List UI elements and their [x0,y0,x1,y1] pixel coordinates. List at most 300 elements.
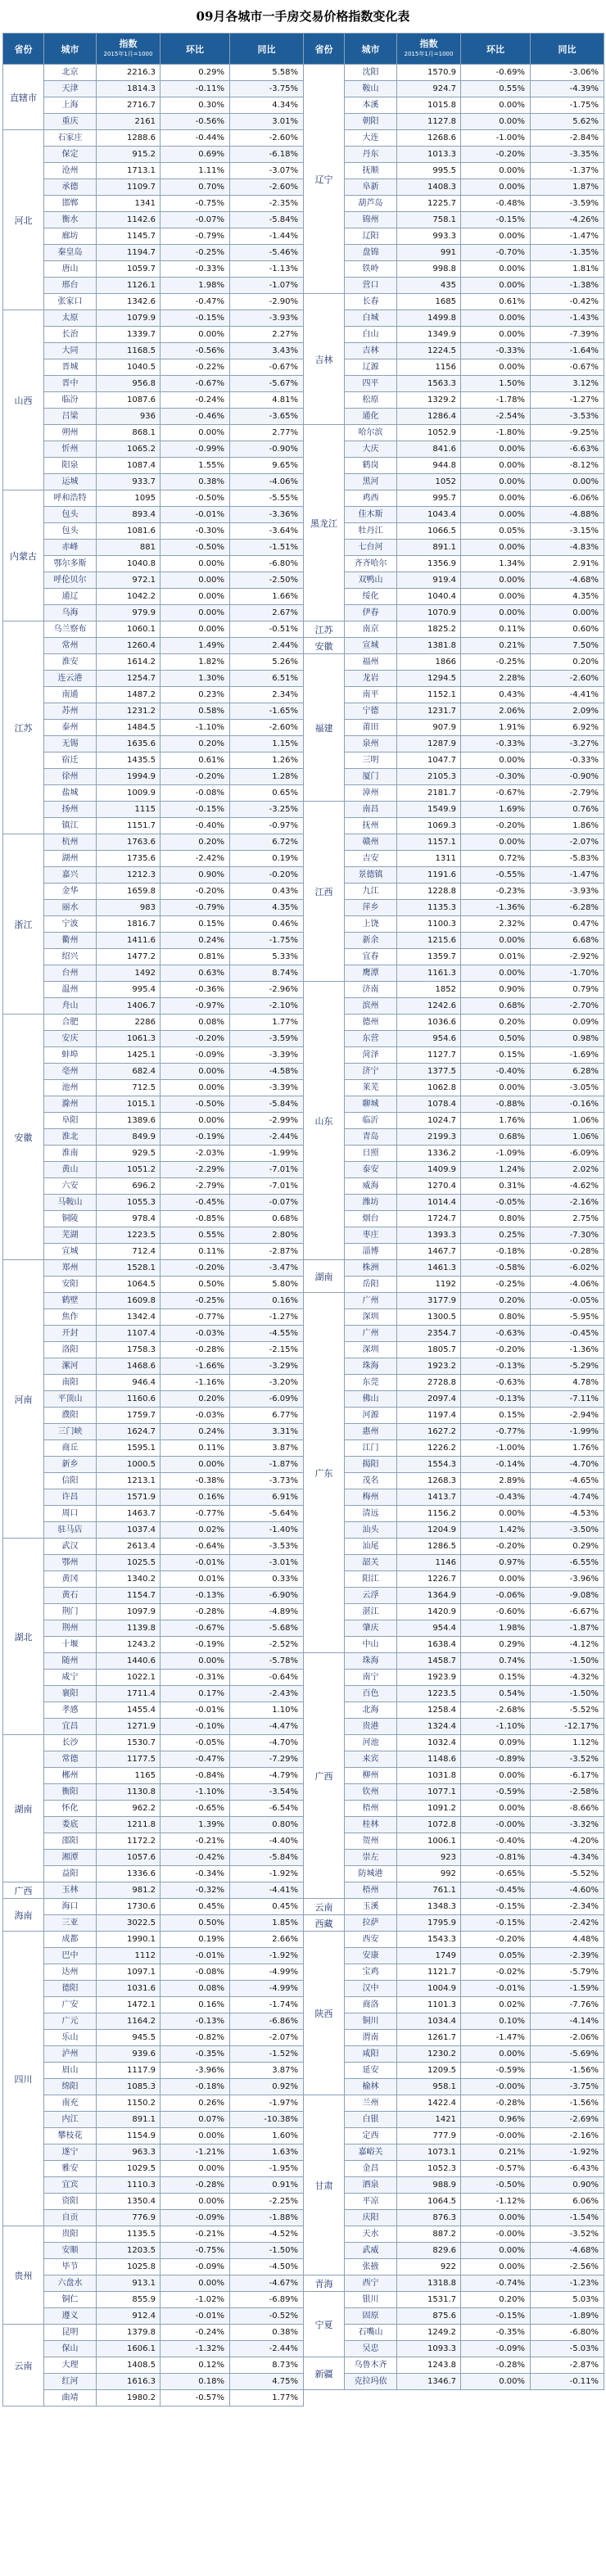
yoy-cell: -0.07% [230,1195,304,1211]
city-cell: 包头 [44,507,97,523]
yoy-cell: -2.15% [230,1342,304,1358]
mom-cell: -0.23% [461,884,531,900]
table-row [345,2161,604,2177]
index-cell: 1260.4 [97,638,161,654]
index-cell: 1042.2 [97,589,161,605]
index-cell: 1034.4 [397,2013,461,2030]
header-index-label: 指数 [119,38,138,49]
index-cell: 1091.2 [397,1801,461,1817]
mom-cell: -0.01% [161,1948,230,1964]
city-cell: 锦州 [345,212,397,228]
yoy-cell: 2.27% [230,327,304,343]
city-cell: 汉中 [345,1981,397,1997]
table-row [345,2095,604,2112]
index-cell: 1440.6 [97,1653,161,1670]
mom-cell: 0.00% [461,310,531,327]
yoy-cell: -1.56% [531,2095,604,2112]
header-province: 省份 [304,34,345,65]
mom-cell: 0.00% [161,2161,230,2177]
yoy-cell: -3.52% [531,1751,604,1768]
yoy-cell: 3.87% [230,2063,304,2079]
province-cell: 江苏 [3,621,44,834]
mom-cell: 0.00% [461,540,531,556]
city-cell: 江门 [345,1440,397,1457]
mom-cell: 0.68% [461,998,531,1015]
index-cell: 1484.5 [97,720,161,736]
yoy-cell: -1.50% [531,1686,604,1702]
table-row [44,2013,304,2030]
city-cell: 渭南 [345,2030,397,2046]
mom-cell: 0.20% [161,1391,230,1408]
city-cell: 莱芜 [345,1080,397,1096]
city-cell: 牡丹江 [345,523,397,540]
table-row [345,1096,604,1113]
yoy-cell: -3.47% [230,1260,304,1277]
index-cell: 1148.6 [397,1751,461,1768]
mom-cell: 0.00% [461,327,531,343]
city-cell: 徐州 [44,769,97,785]
yoy-cell: -1.92% [230,1948,304,1964]
index-cell: 1814.3 [97,81,161,97]
table-row [44,1719,304,1735]
city-cell: 郑州 [44,1260,97,1277]
yoy-cell: -2.90% [230,294,304,310]
table-row [345,1375,604,1391]
index-cell: 1093.3 [397,2341,461,2357]
table-row [345,2030,604,2046]
city-cell: 宿迁 [44,752,97,769]
city-cell: 安康 [345,1948,397,1964]
city-cell: 淄博 [345,1244,397,1260]
city-cell: 聊城 [345,1096,397,1113]
yoy-cell: -1.50% [531,1653,604,1670]
index-cell: 1161.3 [397,965,461,982]
index-cell: 1346.7 [397,2374,461,2390]
mom-cell: -0.00% [461,2079,531,2095]
city-cell: 石嘴山 [345,2325,397,2341]
table-row [44,1096,304,1113]
mom-cell: -0.97% [161,998,230,1015]
city-cell: 乌鲁木齐 [345,2357,397,2374]
yoy-cell: 0.91% [230,2177,304,2194]
table-row [345,2194,604,2210]
index-cell: 1230.2 [397,2046,461,2063]
city-cell: 芜湖 [44,1227,97,1244]
yoy-cell: 1.76% [531,1440,604,1457]
city-cell: 宝鸡 [345,1964,397,1981]
yoy-cell: -4.79% [230,1768,304,1784]
table-row [44,458,304,474]
province-cell: 江苏 [304,621,345,638]
index-cell: 962.2 [97,1801,161,1817]
city-cell: 湛江 [345,1604,397,1620]
index-cell: 3022.5 [97,1915,161,1932]
table-row [345,196,604,212]
mom-cell: -0.65% [161,1801,230,1817]
city-cell: 梅州 [345,1489,397,1506]
mom-cell: -1.00% [461,1440,531,1457]
city-cell: 梧州 [345,1882,397,1899]
index-cell: 1268.6 [397,130,461,147]
index-cell: 1006.1 [397,1833,461,1850]
mom-cell: 1.24% [461,1162,531,1178]
city-cell: 娄底 [44,1817,97,1833]
yoy-cell: -3.59% [531,196,604,212]
yoy-cell: -1.64% [531,343,604,359]
mom-cell: -0.09% [161,1047,230,1064]
yoy-cell: 1.10% [230,1702,304,1719]
index-cell: 1825.2 [397,621,461,638]
mom-cell: -1.21% [161,2144,230,2161]
index-cell: 1228.8 [397,884,461,900]
index-cell: 1406.7 [97,998,161,1015]
city-cell: 阳江 [345,1571,397,1588]
mom-cell: -0.47% [161,1751,230,1768]
index-cell: 1152.1 [397,687,461,703]
mom-cell: -0.45% [161,1195,230,1211]
index-cell: 1215.6 [397,933,461,949]
table-row [44,687,304,703]
index-cell: 2161 [97,114,161,130]
mom-cell: -2.29% [161,1162,230,1178]
table-row [345,1260,604,1277]
index-cell: 1032.4 [397,1735,461,1751]
mom-cell: -0.74% [461,2275,531,2292]
city-cell: 周口 [44,1506,97,1522]
city-cell: 丹东 [345,147,397,163]
yoy-cell: -1.97% [230,2095,304,2112]
yoy-cell: -1.88% [230,2210,304,2226]
index-cell: 1472.1 [97,1997,161,2013]
province-cell: 福建 [304,654,345,802]
index-cell: 1085.3 [97,2079,161,2095]
city-cell: 商丘 [44,1440,97,1457]
mom-cell: 1.55% [161,458,230,474]
index-cell: 849.9 [97,1129,161,1146]
table-row [345,1719,604,1735]
yoy-cell: 0.16% [230,1293,304,1309]
index-cell: 1112 [97,1948,161,1964]
city-cell: 承德 [44,179,97,196]
table-row [345,1031,604,1047]
yoy-cell: -5.52% [531,1866,604,1882]
table-row [345,507,604,523]
city-cell: 邯郸 [44,196,97,212]
table-row [345,2128,604,2144]
table-row [345,1653,604,1670]
yoy-cell: -3.07% [230,163,304,179]
city-cell: 舟山 [44,998,97,1015]
mom-cell: -1.80% [461,425,531,441]
table-row [345,916,604,933]
index-cell: 913.1 [97,2275,161,2292]
index-cell: 1040.5 [97,359,161,376]
index-cell: 1990.1 [97,1932,161,1948]
city-cell: 南宁 [345,1670,397,1686]
city-cell: 朔州 [44,425,97,441]
index-cell: 1492 [97,965,161,982]
mom-cell: -0.25% [461,654,531,671]
city-cell: 广州 [345,1326,397,1342]
mom-cell: 0.69% [161,147,230,163]
index-cell: 1324.4 [397,1719,461,1735]
index-cell: 1117.9 [97,2063,161,2079]
city-cell: 商洛 [345,1997,397,2013]
city-cell: 佛山 [345,1391,397,1408]
table-row [345,1735,604,1751]
yoy-cell: -3.59% [230,1031,304,1047]
city-cell: 呼伦贝尔 [44,572,97,589]
table-row [44,982,304,998]
index-cell: 1271.9 [97,1719,161,1735]
table-row [345,572,604,589]
index-cell: 1389.6 [97,1113,161,1129]
city-cell: 营口 [345,278,397,294]
mom-cell: 1.39% [161,1817,230,1833]
yoy-cell: -7.11% [531,1391,604,1408]
city-cell: 宁德 [345,703,397,720]
mom-cell: -0.25% [461,1277,531,1293]
city-cell: 深圳 [345,1342,397,1358]
city-cell: 苏州 [44,703,97,720]
table-row [345,163,604,179]
yoy-cell: -1.47% [531,228,604,245]
index-cell: 1060.1 [97,621,161,638]
city-cell: 通化 [345,409,397,425]
city-cell: 海口 [44,1899,97,1915]
index-cell: 1329.2 [397,392,461,409]
mom-cell: -0.43% [461,1489,531,1506]
table-row [44,1539,304,1555]
mom-cell: -0.38% [161,1473,230,1489]
index-cell: 1923.9 [397,1670,461,1686]
index-cell: 1408.3 [397,179,461,196]
table-row [44,2325,304,2341]
yoy-cell: -3.06% [531,65,604,81]
mom-cell: -2.54% [461,409,531,425]
city-cell: 淮南 [44,1146,97,1162]
index-cell: 1025.5 [97,1555,161,1571]
table-row [345,1522,604,1539]
table-row [345,1899,604,1915]
city-cell: 桂林 [345,1817,397,1833]
city-cell: 河池 [345,1735,397,1751]
table-row [44,1686,304,1702]
mom-cell: 0.00% [161,556,230,572]
city-cell: 温州 [44,982,97,998]
index-cell: 696.2 [97,1178,161,1195]
table-row [345,933,604,949]
table-row [44,294,304,310]
mom-cell: -1.16% [161,1375,230,1391]
yoy-cell: 0.38% [230,2325,304,2341]
table-row [44,1915,304,1932]
city-cell: 临沂 [345,1113,397,1129]
index-cell: 1549.9 [397,802,461,818]
mom-cell: -0.50% [461,2177,531,2194]
yoy-cell: -1.65% [230,703,304,720]
mom-cell: -0.30% [161,523,230,540]
city-cell: 遵义 [44,2308,97,2325]
yoy-cell: -5.64% [230,1506,304,1522]
mom-cell: -0.57% [461,2161,531,2177]
index-cell: 998.8 [397,261,461,278]
yoy-cell: -3.65% [230,409,304,425]
yoy-cell: 5.80% [230,1277,304,1293]
city-cell: 广州 [345,1293,397,1309]
mom-cell: 0.00% [461,2210,531,2226]
mom-cell: 0.07% [161,2112,230,2128]
index-cell: 1339.7 [97,327,161,343]
city-cell: 南充 [44,2095,97,2112]
table-row [44,2128,304,2144]
mom-cell: 1.91% [461,720,531,736]
table-row [44,1981,304,1997]
yoy-cell: -6.09% [531,1146,604,1162]
yoy-cell: -7.39% [531,327,604,343]
city-cell: 汕尾 [345,1539,397,1555]
city-cell: 嘉峪关 [345,2144,397,2161]
yoy-cell: -7.76% [531,1997,604,2013]
table-row [44,1932,304,1948]
yoy-cell: -4.41% [531,687,604,703]
table-row [345,1440,604,1457]
table-row [345,834,604,851]
city-cell: 秦皇岛 [44,245,97,261]
yoy-cell: 2.67% [230,605,304,621]
city-cell: 张掖 [345,2259,397,2275]
city-cell: 亳州 [44,1064,97,1080]
table-row [345,965,604,982]
table-row [44,2079,304,2095]
city-cell: 开封 [44,1326,97,1342]
index-cell: 1036.6 [397,1015,461,1031]
index-cell: 1109.7 [97,179,161,196]
yoy-cell: -4.58% [230,1064,304,1080]
yoy-cell: 5.33% [230,949,304,965]
index-cell: 1409.9 [397,1162,461,1178]
index-cell: 1348.3 [397,1899,461,1915]
mom-cell: 0.68% [461,1129,531,1146]
yoy-cell: -2.60% [531,671,604,687]
mom-cell: -0.89% [461,1751,531,1768]
city-cell: 厦门 [345,769,397,785]
city-cell: 六盘水 [44,2275,97,2292]
index-cell: 2216.3 [97,65,161,81]
mom-cell: 0.00% [461,359,531,376]
province-cell: 云南 [304,1899,345,1915]
mom-cell: -0.75% [161,2243,230,2259]
table-row [345,654,604,671]
mom-cell: -1.66% [161,1358,230,1375]
table-row [44,1801,304,1817]
index-cell: 1749 [397,1948,461,1964]
index-cell: 1336.2 [397,1146,461,1162]
city-cell: 连云港 [44,671,97,687]
yoy-cell: 0.19% [230,851,304,867]
table-row [44,654,304,671]
table-row [345,228,604,245]
index-cell: 1197.4 [397,1408,461,1424]
table-row [345,2357,604,2374]
mom-cell: -0.56% [161,343,230,359]
yoy-cell: 1.06% [531,1113,604,1129]
table-row [345,687,604,703]
city-cell: 哈尔滨 [345,425,397,441]
mom-cell: -0.00% [461,2128,531,2144]
city-cell: 雅安 [44,2161,97,2177]
index-cell: 1461.3 [397,1260,461,1277]
table-row [44,1178,304,1195]
index-cell: 1730.6 [97,1899,161,1915]
mom-cell: -1.09% [461,1146,531,1162]
yoy-cell: -4.70% [230,1735,304,1751]
mom-cell: -0.32% [161,1882,230,1899]
city-cell: 保山 [44,2341,97,2357]
mom-cell: 0.00% [161,1080,230,1096]
mom-cell: -0.50% [161,1096,230,1113]
yoy-cell: -5.52% [531,1702,604,1719]
yoy-cell: -0.90% [531,769,604,785]
yoy-cell: -1.35% [531,245,604,261]
index-cell: 1057.6 [97,1850,161,1866]
yoy-cell: -3.96% [531,1571,604,1588]
mom-cell: 0.00% [461,114,531,130]
mom-cell: -0.05% [461,1195,531,1211]
province-cell: 海南 [3,1899,44,1932]
table-row [44,1342,304,1358]
city-cell: 南平 [345,687,397,703]
index-cell: 776.9 [97,2210,161,2226]
city-cell: 濮阳 [44,1408,97,1424]
city-cell: 张家口 [44,294,97,310]
city-cell: 兰州 [345,2095,397,2112]
table-row [345,359,604,376]
mom-cell: 0.00% [461,752,531,769]
city-cell: 池州 [44,1080,97,1096]
mom-cell: 0.10% [461,2013,531,2030]
yoy-cell: -0.90% [230,441,304,458]
mom-cell: 1.34% [461,556,531,572]
city-cell: 泰州 [44,720,97,736]
table-row [345,1178,604,1195]
yoy-cell: 1.26% [230,752,304,769]
table-row [345,1751,604,1768]
yoy-cell: -1.27% [531,392,604,409]
yoy-cell: 5.62% [531,114,604,130]
index-cell: 1064.5 [397,2194,461,2210]
yoy-cell: -3.25% [230,802,304,818]
city-cell: 曲靖 [44,2390,97,2407]
index-cell: 1052.3 [397,2161,461,2177]
table-row [44,1015,304,1031]
mom-cell: -1.00% [461,130,531,147]
yoy-cell: 1.28% [230,769,304,785]
yoy-cell: -3.15% [531,523,604,540]
mom-cell: 0.00% [461,278,531,294]
city-cell: 乌海 [44,605,97,621]
mom-cell: 0.80% [461,1309,531,1326]
yoy-cell: -0.28% [531,1244,604,1260]
mom-cell: -0.60% [461,1604,531,1620]
table-row [345,703,604,720]
index-cell: 1735.6 [97,851,161,867]
mom-cell: -0.15% [461,1899,531,1915]
city-cell: 鞍山 [345,81,397,97]
mom-cell: -0.24% [161,392,230,409]
table-row [345,1801,604,1817]
index-cell: 1570.9 [397,65,461,81]
